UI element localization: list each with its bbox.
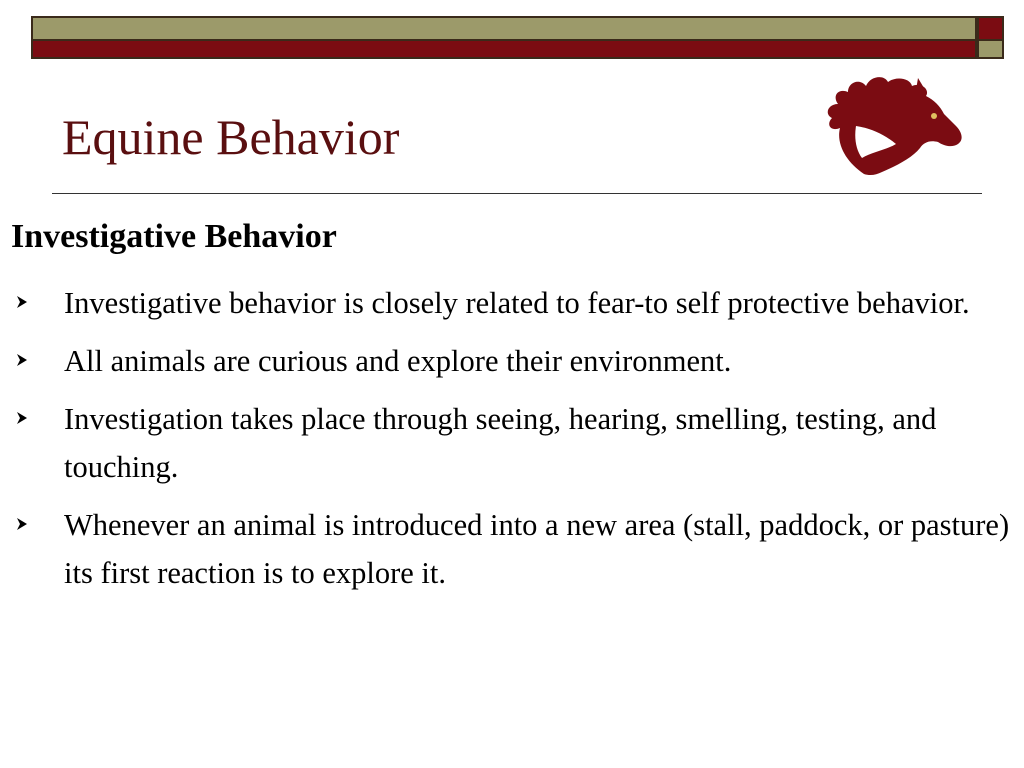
bullet-text: Investigative behavior is closely related to fear-to self protective behavior.: [64, 286, 970, 320]
top-band-red: [31, 41, 977, 59]
corner-square-olive: [977, 41, 1004, 59]
section-subheading: Investigative Behavior: [11, 218, 337, 255]
bullet-text: All animals are curious and explore their environment.: [64, 344, 732, 378]
slide-title: Equine Behavior: [62, 109, 400, 165]
arrowhead-bullet-icon: [16, 395, 30, 443]
list-item: [0, 279, 1020, 327]
corner-square-red: [977, 16, 1004, 41]
list-item: [0, 337, 1020, 385]
bullet-text: Whenever an animal is introduced into a new area (stall, paddock, or pasture) its first reaction is to explore it.: [64, 508, 1010, 590]
list-item: [0, 501, 1020, 597]
arrowhead-bullet-icon: [16, 501, 30, 549]
title-divider: [52, 193, 982, 194]
horse-head-icon: [826, 74, 966, 182]
list-item: [0, 395, 1020, 491]
bullet-text: Investigation takes place through seeing, hearing, smelling, testing, and touching.: [64, 402, 937, 484]
bullet-list: [0, 279, 1020, 607]
arrowhead-bullet-icon: [16, 337, 30, 385]
arrowhead-bullet-icon: [16, 279, 30, 327]
top-band-olive: [31, 16, 977, 41]
